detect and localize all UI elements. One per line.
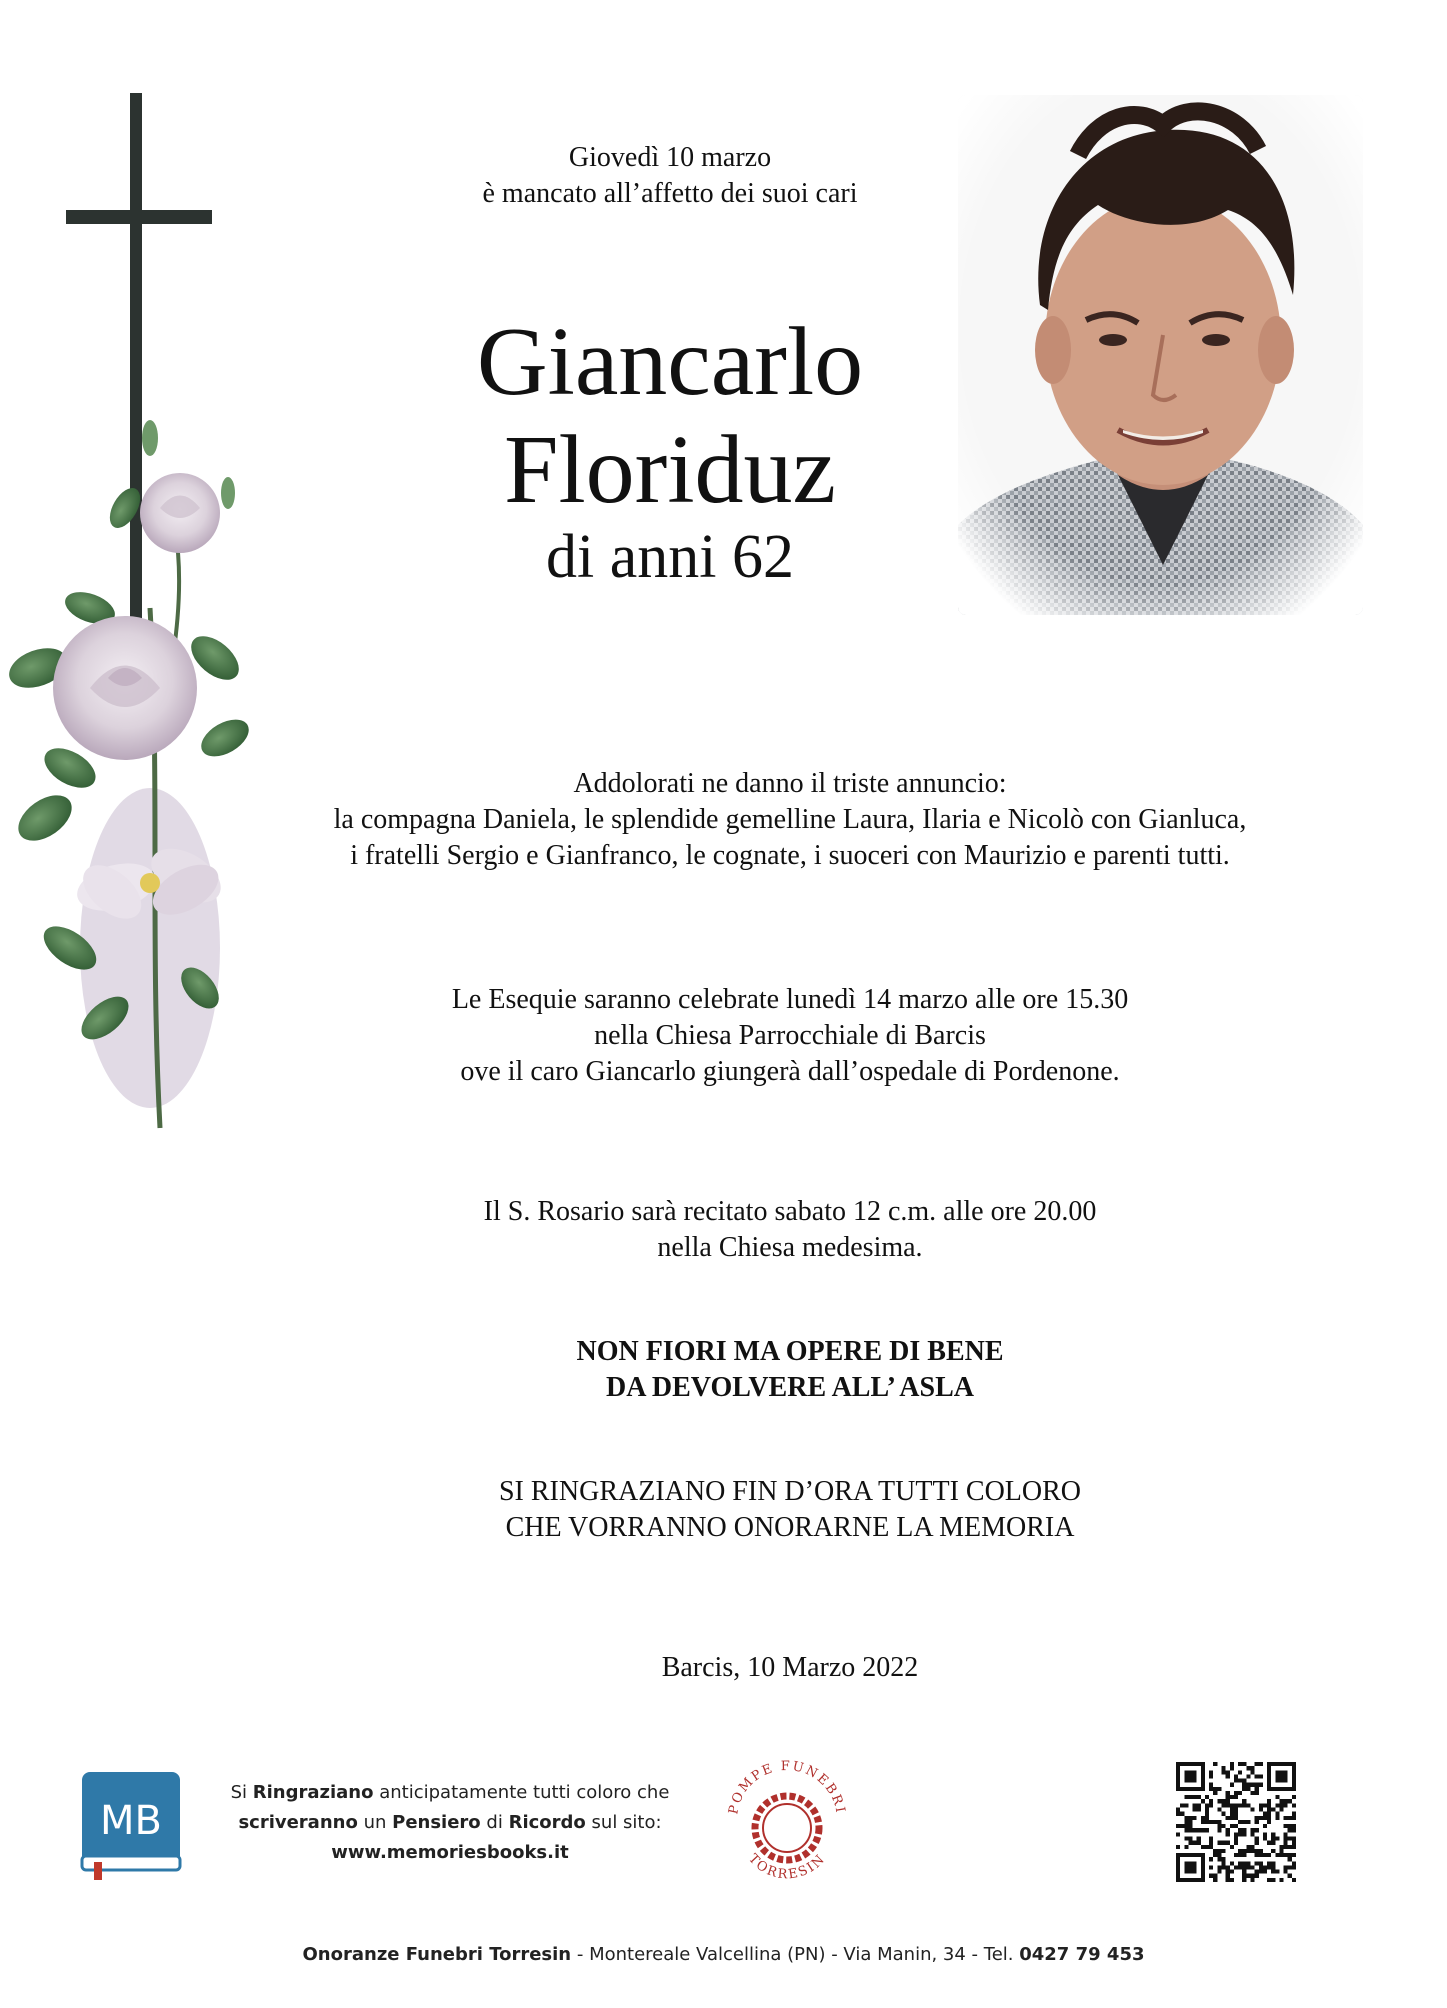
- logo-top-text: POMPE FUNEBRI: [726, 1758, 848, 1816]
- no-flowers-line: NON FIORI MA OPERE DI BENE: [576, 1336, 1004, 1367]
- logo-bottom-text: TORRESIN: [745, 1851, 829, 1883]
- mb-logo-text: MB: [100, 1798, 162, 1844]
- svg-text:TORRESIN: [745, 1851, 829, 1882]
- svg-text:POMPE FUNEBRI: [726, 1759, 847, 1816]
- qr-code[interactable]: [1176, 1762, 1296, 1882]
- announcement-line: i fratelli Sergio e Gianfranco, le cognate, i suoceri con Maurizio e parenti tutti.: [350, 840, 1230, 871]
- mb-word: Ricordo: [508, 1812, 586, 1833]
- intro-text: [190, 140, 1150, 212]
- mb-word: scriveranno: [238, 1812, 358, 1833]
- thanks-line: CHE VORRANNO ONORARNE LA MEMORIA: [505, 1512, 1075, 1543]
- footer-address-text: - Montereale Valcellina (PN) - Via Manin, 34 - Tel.: [571, 1944, 1020, 1965]
- mb-word: un: [363, 1812, 387, 1833]
- rosary-line: nella Chiesa medesima.: [657, 1232, 923, 1263]
- funeral-line: Le Esequie saranno celebrate lunedì 14 marzo alle ore 15.30: [451, 984, 1129, 1015]
- memoriesbooks-message: [200, 1778, 700, 1868]
- thanks-block: [200, 1474, 1380, 1546]
- mb-word: anticipatamente tutti coloro che: [379, 1782, 670, 1803]
- footer-address: [0, 1944, 1447, 1965]
- death-date-line: Giovedì 10 marzo: [568, 142, 772, 173]
- mb-word: di: [486, 1812, 503, 1833]
- rosary-block: [200, 1194, 1380, 1266]
- thanks-line: SI RINGRAZIANO FIN D’ORA TUTTI COLORO: [498, 1476, 1082, 1507]
- last-name: Floriduz: [503, 416, 837, 524]
- no-flowers-block: [200, 1334, 1380, 1406]
- first-name: Giancarlo: [476, 308, 864, 416]
- funeral-block: [200, 982, 1380, 1090]
- age-text: di anni 62: [546, 523, 794, 591]
- funeral-line: nella Chiesa Parrocchiale di Barcis: [594, 1020, 986, 1051]
- footer-phone: 0427 79 453: [1019, 1944, 1145, 1965]
- deceased-name: [190, 308, 1150, 524]
- no-flowers-line: DA DEVOLVERE ALL’ ASLA: [606, 1372, 974, 1403]
- funeral-home-logo: [722, 1748, 852, 1888]
- mb-word: sul sito:: [591, 1812, 662, 1833]
- mb-word: Ringraziano: [252, 1782, 374, 1803]
- announcement-line: la compagna Daniela, le splendide gemelline Laura, Ilaria e Nicolò con Gianluca,: [333, 804, 1247, 835]
- rosary-line: Il S. Rosario sarà recitato sabato 12 c.m. alle ore 20.00: [483, 1196, 1097, 1227]
- place-date: Barcis, 10 Marzo 2022: [661, 1652, 919, 1683]
- announcement-block: [200, 766, 1380, 874]
- memoriesbooks-url[interactable]: www.memoriesbooks.it: [331, 1842, 569, 1863]
- mb-word: Pensiero: [392, 1812, 481, 1833]
- mb-word: Si: [230, 1782, 248, 1803]
- announcement-line: Addolorati ne danno il triste annuncio:: [573, 768, 1007, 799]
- footer-company: Onoranze Funebri Torresin: [302, 1944, 572, 1965]
- funeral-line: ove il caro Giancarlo giungerà dall’ospedale di Pordenone.: [460, 1056, 1120, 1087]
- intro-line: è mancato all’affetto dei suoi cari: [482, 178, 858, 209]
- memoriesbooks-logo: [80, 1770, 182, 1882]
